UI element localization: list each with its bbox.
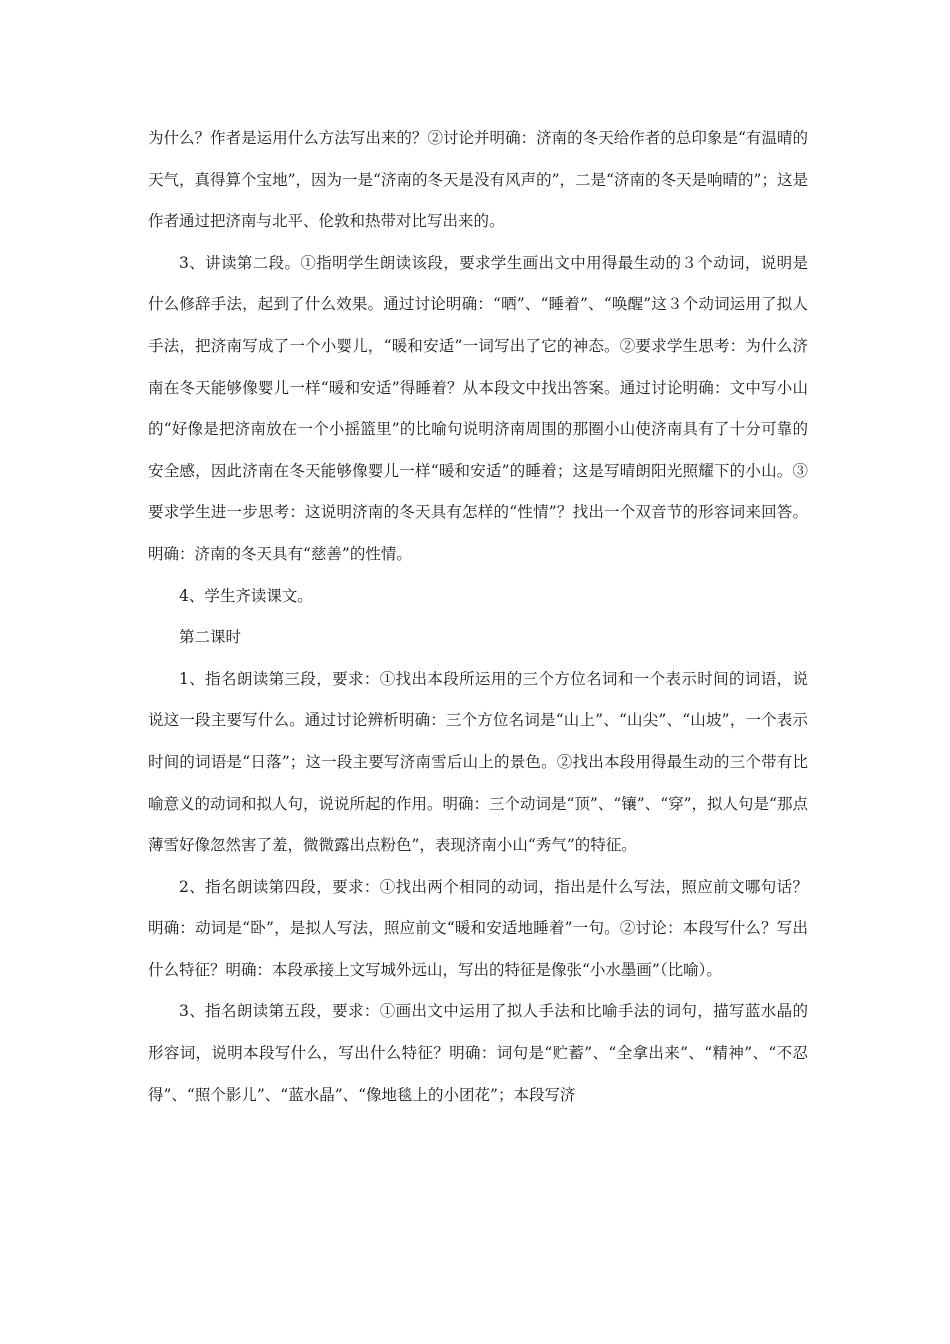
section-heading-second-lesson: 第二课时 — [179, 628, 242, 647]
document-body — [148, 118, 808, 1116]
paragraph-group-reading: 4、学生齐读课文。 — [179, 586, 313, 605]
paragraph-read-section-three: 1、指名朗读第三段，要求：①找出本段所运用的三个方位名词和一个表示时间的词语，说说这一段主要写什么。通过讨论辨析明确：三个方位名词是“山上”、“山尖”、“山坡”，一个表示时间的词语是“日落”；这一段主要写济南雪后山上的景色。②找出本段用得最生动的三个带有比喻意义的动词和拟人句，说说所起的作用。明确：三个动词是“顶”、“镶”、“穿”，拟人句是“那点薄雪好像忽然害了羞，微微露出点粉色”，表现济南小山“秀气”的特征。 — [148, 669, 808, 855]
paragraph-lecture-section-two: 3、讲读第二段。①指明学生朗读该段，要求学生画出文中用得最生动的３个动词，说明是什么修辞手法，起到了什么效果。通过讨论明确：“晒”、“睡着”、“唤醒”这３个动词运用了拟人手法，把济南写成了一个小婴儿，“暖和安适”一词写出了它的神态。②要求学生思考：为什么济南在冬天能够像婴儿一样“暖和安适”得睡着？从本段文中找出答案。通过讨论明确：文中写小山的“好像是把济南放在一个小摇篮里”的比喻句说明济南周围的那圈小山使济南具有了十分可靠的安全感，因此济南在冬天能够像婴儿一样“暖和安适”的睡着；这是写晴朗阳光照耀下的小山。③要求学生进一步思考：这说明济南的冬天具有怎样的“性情”？找出一个双音节的形容词来回答。明确：济南的冬天具有“慈善”的性情。 — [148, 253, 808, 563]
paragraph-read-section-five: 3、指名朗读第五段，要求：①画出文中运用了拟人手法和比喻手法的词句，描写蓝水晶的形容词，说明本段写什么，写出什么特征？明确：词句是“贮蓄”、“全拿出来”、“精神”、“不忍得”、“照个影儿”、“蓝水晶”、“像地毯上的小团花”；本段写济 — [148, 1002, 808, 1104]
paragraph-continuation: 为什么？作者是运用什么方法写出来的？②讨论并明确：济南的冬天给作者的总印象是“有温晴的天气，真得算个宝地”，因为一是“济南的冬天是没有风声的”，二是“济南的冬天是响晴的”；这是作者通过把济南与北平、伦敦和热带对比写出来的。 — [148, 129, 808, 231]
paragraph-read-section-four: 2、指名朗读第四段，要求：①找出两个相同的动词，指出是什么写法，照应前文哪句话？明确：动词是“卧”，是拟人写法，照应前文“暖和安适地睡着”一句。②讨论：本段写什么？写出什么特征？明确：本段承接上文写城外远山，写出的特征是像张“小水墨画”（比喻）。 — [148, 877, 808, 979]
